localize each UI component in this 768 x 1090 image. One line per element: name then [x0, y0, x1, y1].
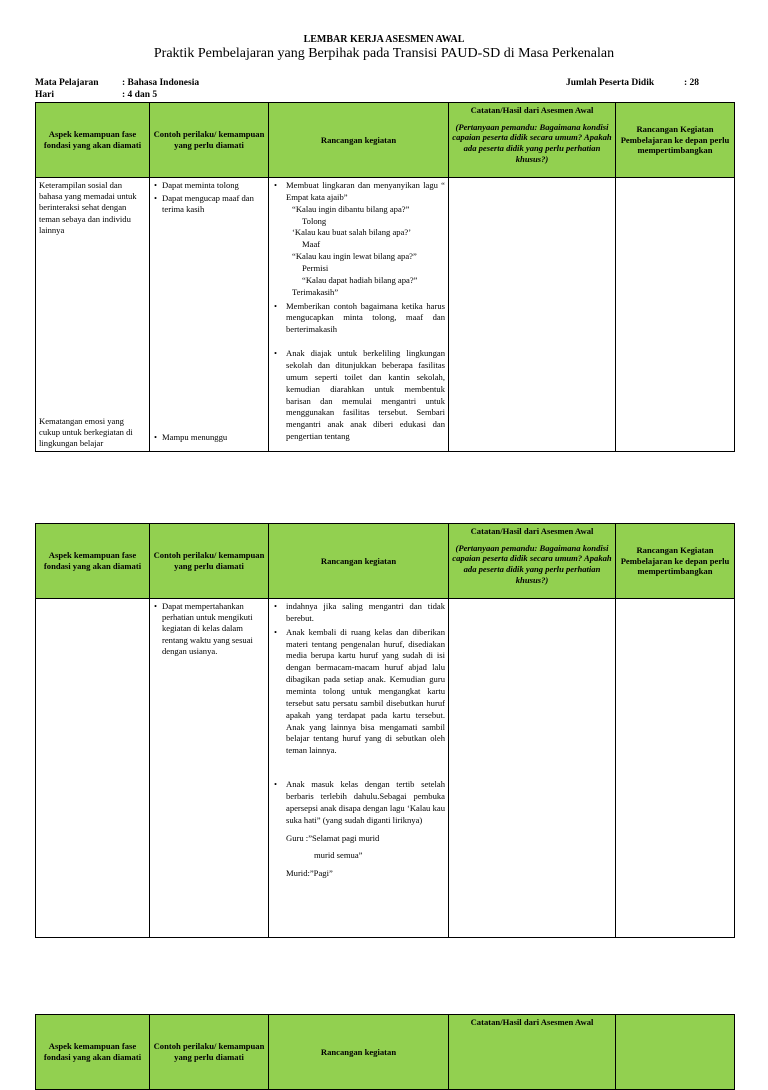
kegiatan-continued [286, 601, 445, 625]
col-tindak-header [616, 1015, 735, 1090]
kegiatan-item: • Memberikan contoh bagaimana ketika harus mengucapkan minta tolong, maaf dan berterimakasih [286, 301, 445, 337]
col-catatan-header [449, 524, 616, 599]
kegiatan-text: • Membuat lingkaran dan menyanyikan lagu “ Empat kata ajaib” [286, 180, 445, 202]
contoh-item: • Dapat mempertahankan perhatian untuk mengikuti kegiatan di kelas dalam rentang waktu yang sesuai dengan usianya. [162, 601, 265, 657]
aspek-cell [36, 599, 150, 938]
lyric-line: Tolong [302, 215, 327, 226]
col-catatan-header [449, 103, 616, 178]
col-contoh-header: Contoh perilaku/ kemampuan yang perlu diamati [150, 1015, 269, 1090]
col-rancangan-header: Rancangan kegiatan [269, 524, 449, 599]
catatan-cell [449, 599, 616, 938]
catatan-guide: (Pertanyaan pemandu: Bagaimana kondisi capaian peserta didik secara umum? Apakah ada peserta didik yang perlu perhatian khusus?) [452, 121, 612, 164]
mapel-value: : Bahasa Indonesia [122, 78, 200, 88]
col-tindak-header: Rancangan Kegiatan Pembelajaran ke depan perlu mempertimbangkan [616, 524, 735, 599]
col-rancangan-header: Rancangan kegiatan [269, 103, 449, 178]
contoh-item: • Dapat mengucap maaf dan terima kasih [162, 193, 265, 215]
catatan-cell [449, 178, 616, 452]
kegiatan-item [286, 180, 445, 299]
document-subtitle: Praktik Pembelajaran yang Berpihak pada Transisi PAUD-SD di Masa Perkenalan [153, 46, 615, 61]
lyric-line: “Kalau ingin dibantu bilang apa?” [292, 203, 410, 214]
jumlah-value: : 28 [684, 78, 700, 88]
dialog-line: Guru :”Selamat pagi murid [286, 832, 380, 843]
assessment-table-2 [35, 523, 735, 938]
catatan-guide: (Pertanyaan pemandu: Bagaimana kondisi capaian peserta didik secara umum? Apakah ada peserta didik yang perlu perhatian khusus?) [452, 542, 612, 585]
lyric-line: Terimakasih” [292, 286, 339, 297]
contoh-cell [150, 599, 269, 938]
col-rancangan-header: Rancangan kegiatan [269, 1015, 449, 1090]
contoh-cell [150, 178, 269, 452]
col-tindak-header: Rancangan Kegiatan Pembelajaran ke depan perlu mempertimbangkan [616, 103, 735, 178]
col-aspek-header: Aspek kemampuan fase fondasi yang akan diamati [36, 103, 150, 178]
lyric-line: Permisi [302, 263, 329, 274]
mapel-label: Mata Pelajaran [35, 78, 99, 88]
contoh-item: • Dapat meminta tolong [162, 180, 265, 191]
col-catatan-header [449, 1015, 616, 1090]
kegiatan-item: • Anak kembali di ruang kelas dan diberikan materi tentang pengenalan huruf, disediakan media berupa kartu huruf yang sudah di isi dengan bermacam-macam huruf abjad lalu dibagikan pada setiap anak. Kemudian guru meminta tolong untuk mengangkat kartu tersebut satu persatu sambil disebutkan huruf apakah yang terdapat pada kartu tersebut. Anak yang lainnya bisa mengamati sambil belajar tentang huruf yang di sebutkan oleh teman lainnya. [286, 627, 445, 757]
document-title: LEMBAR KERJA ASESMEN AWAL [303, 34, 465, 45]
lyric-line: Maaf [302, 239, 321, 250]
kegiatan-text: • Anak masuk kelas dengan tertib setelah berbaris terlebih dahulu.Sebagai pembuka apersepsi anak disapa dengan lagu ‘Kalau kau suka hati” (yang sudah diganti liriknya) [286, 779, 445, 825]
aspek-cell [36, 178, 150, 452]
dialog-line: murid semua” [314, 850, 363, 861]
catatan-title: Catatan/Hasil dari Asesmen Awal [470, 526, 594, 536]
kegiatan-item [286, 779, 445, 880]
kegiatan-text: indahnya jika saling mengantri dan tidak berebut. [286, 601, 445, 623]
dialog-line: Murid:”Pagi” [286, 868, 333, 879]
tindak-cell [616, 178, 735, 452]
rancangan-cell [269, 178, 449, 452]
contoh-item: • Mampu menunggu [162, 432, 265, 443]
catatan-title: Catatan/Hasil dari Asesmen Awal [470, 1017, 594, 1027]
kegiatan-item: • Anak diajak untuk berkeliling lingkungan sekolah dan ditunjukkan beberapa fasilitas umum seperti toilet dan kantin sekolah, kemudian diarahkan untuk membentuk barisan dan memulai mengantri untuk menggunakan fasilitas tersebut. Sembari mengantri anak anak diberi edukasi dan pengertian tentang [286, 348, 445, 443]
rancangan-cell [269, 599, 449, 938]
hari-label: Hari [35, 90, 54, 100]
lyric-line: “Kalau kau ingin lewat bilang apa?” [292, 251, 417, 262]
assessment-table-3 [35, 1014, 735, 1090]
lyric-line: ‘Kalau kau buat salah bilang apa?’ [292, 227, 412, 238]
tindak-cell [616, 599, 735, 938]
assessment-table-1 [35, 102, 735, 452]
col-aspek-header: Aspek kemampuan fase fondasi yang akan diamati [36, 1015, 150, 1090]
col-contoh-header: Contoh perilaku/ kemampuan yang perlu diamati [150, 524, 269, 599]
lyric-line: “Kalau dapat hadiah bilang apa?” [302, 274, 418, 285]
col-aspek-header: Aspek kemampuan fase fondasi yang akan diamati [36, 524, 150, 599]
catatan-title: Catatan/Hasil dari Asesmen Awal [470, 105, 594, 115]
aspek-item: Kematangan emosi yang cukup untuk berkegiatan di lingkungan belajar [39, 416, 133, 449]
hari-value: : 4 dan 5 [122, 90, 158, 100]
aspek-item: Keterampilan sosial dan bahasa yang memadai untuk berinteraksi sehat dengan teman sebaya dan individu lainnya [39, 180, 137, 235]
jumlah-label: Jumlah Peserta Didik [566, 78, 655, 88]
col-contoh-header: Contoh perilaku/ kemampuan yang perlu diamati [150, 103, 269, 178]
